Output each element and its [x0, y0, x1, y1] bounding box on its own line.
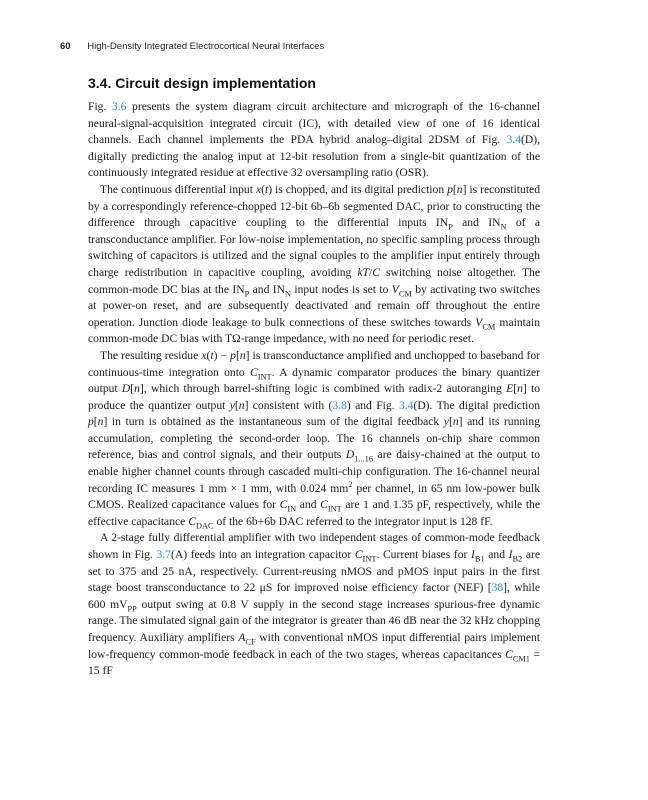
text-run: C: [250, 365, 258, 379]
text-run: maintain common-mode DC bias with TΩ-range impedance, with no need for periodic reset.: [88, 315, 541, 346]
text-run: x: [201, 348, 207, 362]
text-run: B1: [474, 554, 485, 564]
text-run: n: [97, 415, 104, 429]
text-run: C: [279, 498, 288, 512]
text-run: The resulting residue: [100, 348, 202, 362]
page-number: 60: [60, 41, 71, 52]
text-run: IN: [287, 504, 297, 514]
text-run: and IN: [249, 282, 285, 296]
text-run: I: [471, 548, 475, 562]
text-run: n: [456, 182, 463, 196]
text-run: and: [296, 498, 321, 512]
text-run: INT: [362, 554, 377, 564]
text-run: DAC: [195, 521, 214, 531]
text-run: switching noise altogether. The common-mode DC bias at the IN: [88, 265, 541, 296]
text-run: I: [508, 548, 513, 562]
paragraph: [88, 348, 540, 531]
text-run: input nodes is set to: [291, 282, 392, 296]
text-run: ) −: [213, 348, 231, 362]
text-run: with conventional nMOS input differential pairs implement low-frequency common-mode feedback in each of the two stages, whereas capacitances: [88, 631, 541, 661]
text-run: ], which through barrel-shifting logic is combined with radix-2 autoranging: [139, 382, 507, 396]
text-run: n: [134, 382, 140, 396]
text-run: A 2-stage fully differential amplifier with two independent stages of common-mode feedback shown in Fig.: [88, 531, 540, 562]
text-run: . A dynamic comparator produces the binary quantizer output: [88, 365, 540, 396]
running-title: High-Density Integrated Electrocortical Neural Interfaces: [87, 41, 325, 52]
text-run: ) and Fig.: [346, 398, 399, 412]
text-run: B2: [512, 554, 523, 564]
text-run: Fig.: [88, 100, 112, 113]
text-run: ] consistent with (: [244, 398, 333, 412]
cross-reference-link[interactable]: 3.4: [506, 133, 521, 147]
text-run: [: [513, 382, 518, 396]
text-run: ] to produce the quantizer output: [88, 382, 540, 412]
text-run: y: [229, 398, 235, 412]
text-run: (D). The digital prediction: [413, 398, 540, 412]
text-run: CM1: [512, 653, 530, 663]
text-run: p: [88, 415, 94, 429]
text-run: INT: [327, 504, 342, 514]
text-run: CM: [398, 288, 412, 298]
text-run: p: [230, 348, 236, 362]
text-run: C: [188, 514, 196, 528]
text-run: kT: [357, 265, 369, 279]
text-run: p: [447, 182, 453, 196]
text-run: ] is transconductance amplified and unchopped to baseband for continuous-time integration onto: [88, 348, 540, 379]
text-run: N: [285, 288, 292, 298]
section-heading: 3.4. Circuit design implementation: [88, 75, 316, 91]
text-run: (: [206, 348, 211, 362]
text-run: C: [372, 265, 380, 279]
text-run: of a transconductance amplifier. For low-noise implementation, no specific sampling process through switching of capacitors is utilized and the signal couples to the amplifier input entirely through charge redistribution in capacitive coupling, avoiding: [88, 216, 540, 279]
text-run: ] and its running accumulation, completing the second-order loop. The 16 channels on-chip share common reference, bias and control signals, and their outputs: [88, 415, 540, 462]
cross-reference-link[interactable]: 3.4: [398, 398, 414, 412]
text-run: t: [210, 348, 214, 362]
paragraph: [88, 182, 540, 348]
text-run: A: [238, 631, 246, 644]
text-run: n: [452, 415, 459, 429]
text-run: t: [264, 182, 269, 196]
text-run: n: [239, 348, 246, 362]
cross-reference-link[interactable]: 38: [491, 581, 504, 595]
text-run: The continuous differential input: [100, 182, 256, 196]
body-text: [88, 99, 540, 680]
text-run: x: [255, 182, 262, 196]
text-run: (A) feeds into an integration capacitor: [170, 548, 355, 562]
text-run: N: [500, 222, 507, 232]
text-run: of the 6b+6b DAC referred to the integrator input is 128 fF.: [213, 514, 493, 528]
text-run: [: [93, 415, 98, 429]
text-run: ], while 600 mV: [88, 581, 541, 611]
text-run: (: [261, 182, 265, 196]
text-run: INT: [257, 371, 272, 381]
cross-reference-link[interactable]: 3.7: [156, 548, 171, 562]
text-run: P: [244, 288, 250, 298]
text-run: CM: [482, 322, 496, 332]
text-run: ] is reconstituted by a correspondingly reference-chopped 12-bit 6b–6b segmented DAC, prior to constructing the difference through capacitive coupling to the differential inputs IN: [88, 182, 540, 230]
text-run: 1...16: [354, 454, 374, 464]
text-run: per channel, in 65 nm low-power bulk CMOS. Realized capacitance values for: [88, 481, 540, 512]
text-run: and: [484, 548, 509, 562]
text-run: presents the system diagram circuit architecture and micrograph of the 16-channel neural-signal-acquisition integrated circuit (IC), with detailed view of one of 16 identical channels. Each channel implements the PDA hybrid analog–digital 2DSM of Fig.: [88, 100, 540, 147]
text-run: CF: [245, 637, 256, 647]
text-run: /: [368, 265, 373, 279]
text-run: D: [121, 382, 131, 396]
text-run: . Current biases for: [376, 548, 472, 562]
text-run: [: [130, 382, 135, 396]
text-run: by activating two switches at power-on reset, and are subsequently deactivated and remain off throughout the entire operation. Junction diode leakage to bulk connections of these switches towards: [88, 282, 541, 329]
text-run: V: [391, 282, 399, 296]
cross-reference-link[interactable]: 3.6: [111, 100, 127, 113]
text-run: n: [517, 382, 523, 396]
text-run: V: [475, 315, 483, 329]
text-run: C: [505, 647, 513, 661]
text-run: = 15 fF: [88, 647, 540, 678]
running-header: [60, 41, 550, 52]
text-run: y: [443, 415, 449, 429]
text-run: are set to 375 and 25 nA, respectively. Current-reusing nMOS and pMOS input pairs in the first stage boost transconductance to 22 μS for improved noise efficiency factor (NEF) [: [88, 548, 540, 595]
paragraph: [88, 530, 540, 679]
paragraph: [88, 99, 540, 182]
text-run: PP: [127, 604, 137, 614]
text-run: 2: [348, 479, 353, 489]
text-run: E: [506, 382, 514, 396]
text-run: are daisy-chained at the output to enable higher channel counts through cascaded multi-chip configuration. The 16-channel neural recording IC measures 1 mm × 1 mm, with 0.024 mm: [88, 448, 540, 495]
text-run: n: [238, 398, 245, 412]
cross-reference-link[interactable]: 3.8: [332, 398, 347, 412]
text-run: are 1 and 1.35 pF, respectively, while the effective capacitance: [88, 498, 540, 528]
text-run: and IN: [452, 216, 501, 230]
text-run: ) is chopped, and its digital prediction: [268, 182, 448, 196]
text-run: (D), digitally predicting the analog input at 12-bit resolution from a single-bit quantization of the continuously integrated residue at effective 32 oversampling ratio (OSR).: [88, 133, 540, 180]
text-run: D: [345, 448, 355, 462]
text-run: [: [234, 398, 239, 412]
text-run: [: [448, 415, 453, 429]
text-run: ] in turn is obtained as the instantaneous sum of the digital feedback: [103, 415, 444, 429]
text-run: [: [235, 348, 240, 362]
text-run: [: [452, 182, 457, 196]
text-run: C: [320, 498, 328, 512]
text-run: C: [354, 548, 363, 562]
text-run: P: [448, 222, 453, 232]
text-run: output swing at 0.8 V supply in the second stage increases spurious-free dynamic range. The simulated signal gain of the integrator is greater than 46 dB near the 32 kHz chopping frequency. Auxiliary amplifiers: [88, 597, 541, 644]
